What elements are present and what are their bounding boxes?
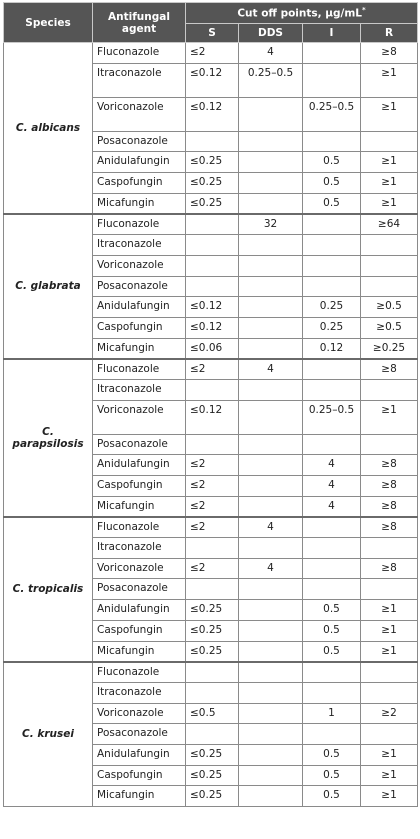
r-cell: ≥1 xyxy=(361,641,418,662)
r-cell: ≥1 xyxy=(361,152,418,173)
table-row xyxy=(4,662,418,683)
r-cell: ≥1 xyxy=(361,63,418,97)
dds-cell xyxy=(239,131,303,152)
r-cell: ≥0.25 xyxy=(361,338,418,359)
dds-cell xyxy=(239,765,303,786)
agent-cell: Anidulafungin xyxy=(93,455,186,476)
dds-cell xyxy=(239,97,303,131)
agent-cell: Caspofungin xyxy=(93,317,186,338)
dds-cell: 4 xyxy=(239,43,303,64)
r-cell xyxy=(361,682,418,703)
r-cell: ≥1 xyxy=(361,765,418,786)
agent-cell: Posaconazole xyxy=(93,724,186,745)
s-cell: ≤0.25 xyxy=(186,744,239,765)
species-cell: C. albicans xyxy=(4,43,93,214)
i-cell xyxy=(303,517,361,538)
s-cell: ≤0.12 xyxy=(186,63,239,97)
agent-cell: Micafungin xyxy=(93,496,186,517)
i-cell: 0.25–0.5 xyxy=(303,400,361,434)
s-cell xyxy=(186,379,239,400)
dds-cell xyxy=(239,338,303,359)
i-cell: 0.5 xyxy=(303,620,361,641)
header-cutoff-label: Cut off points, µg/mL xyxy=(237,7,363,20)
r-cell: ≥8 xyxy=(361,558,418,579)
s-cell: ≤2 xyxy=(186,455,239,476)
r-cell xyxy=(361,724,418,745)
dds-cell xyxy=(239,724,303,745)
r-cell: ≥8 xyxy=(361,43,418,64)
s-cell: ≤2 xyxy=(186,517,239,538)
s-cell: ≤2 xyxy=(186,476,239,497)
dds-cell xyxy=(239,455,303,476)
s-cell xyxy=(186,235,239,256)
dds-cell xyxy=(239,235,303,256)
agent-cell: Fluconazole xyxy=(93,43,186,64)
dds-cell xyxy=(239,476,303,497)
i-cell: 0.25 xyxy=(303,297,361,318)
i-cell xyxy=(303,43,361,64)
header-s: S xyxy=(186,24,239,43)
s-cell xyxy=(186,579,239,600)
agent-cell: Posaconazole xyxy=(93,131,186,152)
species-cell: C. krusei xyxy=(4,662,93,807)
i-cell: 0.5 xyxy=(303,744,361,765)
s-cell xyxy=(186,276,239,297)
agent-cell: Voriconazole xyxy=(93,97,186,131)
agent-cell: Voriconazole xyxy=(93,400,186,434)
i-cell: 0.25 xyxy=(303,317,361,338)
r-cell: ≥1 xyxy=(361,620,418,641)
i-cell: 0.5 xyxy=(303,786,361,807)
species-cell: C. tropicalis xyxy=(4,517,93,662)
r-cell: ≥1 xyxy=(361,600,418,621)
s-cell xyxy=(186,434,239,455)
agent-cell: Voriconazole xyxy=(93,703,186,724)
r-cell xyxy=(361,662,418,683)
i-cell: 0.5 xyxy=(303,152,361,173)
r-cell: ≥1 xyxy=(361,97,418,131)
i-cell xyxy=(303,131,361,152)
s-cell xyxy=(186,538,239,559)
dds-cell xyxy=(239,703,303,724)
agent-cell: Micafungin xyxy=(93,338,186,359)
table-body xyxy=(4,43,418,807)
dds-cell xyxy=(239,538,303,559)
dds-cell xyxy=(239,193,303,214)
s-cell: ≤0.25 xyxy=(186,786,239,807)
i-cell xyxy=(303,682,361,703)
s-cell: ≤2 xyxy=(186,359,239,380)
s-cell: ≤0.5 xyxy=(186,703,239,724)
i-cell xyxy=(303,724,361,745)
agent-cell: Voriconazole xyxy=(93,255,186,276)
i-cell: 0.5 xyxy=(303,600,361,621)
header-dds: DDS xyxy=(239,24,303,43)
r-cell: ≥1 xyxy=(361,400,418,434)
agent-cell: Fluconazole xyxy=(93,359,186,380)
r-cell: ≥1 xyxy=(361,193,418,214)
dds-cell xyxy=(239,496,303,517)
r-cell: ≥1 xyxy=(361,786,418,807)
agent-cell: Caspofungin xyxy=(93,765,186,786)
s-cell xyxy=(186,682,239,703)
i-cell xyxy=(303,276,361,297)
agent-cell: Anidulafungin xyxy=(93,297,186,318)
dds-cell xyxy=(239,400,303,434)
dds-cell xyxy=(239,434,303,455)
species-cell: C. parapsilosis xyxy=(4,359,93,517)
agent-cell: Micafungin xyxy=(93,786,186,807)
s-cell: ≤2 xyxy=(186,496,239,517)
dds-cell: 4 xyxy=(239,558,303,579)
table-row xyxy=(4,359,418,380)
dds-cell xyxy=(239,662,303,683)
header-cutoff xyxy=(186,3,418,24)
agent-cell: Voriconazole xyxy=(93,558,186,579)
r-cell: ≥8 xyxy=(361,455,418,476)
i-cell: 0.5 xyxy=(303,173,361,194)
table-row xyxy=(4,214,418,235)
s-cell: ≤0.12 xyxy=(186,317,239,338)
dds-cell xyxy=(239,379,303,400)
dds-cell xyxy=(239,173,303,194)
r-cell: ≥2 xyxy=(361,703,418,724)
s-cell: ≤0.25 xyxy=(186,641,239,662)
agent-cell: Caspofungin xyxy=(93,476,186,497)
agent-cell: Itraconazole xyxy=(93,235,186,256)
s-cell: ≤0.25 xyxy=(186,620,239,641)
s-cell: ≤0.25 xyxy=(186,173,239,194)
r-cell xyxy=(361,579,418,600)
dds-cell xyxy=(239,620,303,641)
i-cell xyxy=(303,558,361,579)
s-cell xyxy=(186,214,239,235)
r-cell xyxy=(361,379,418,400)
i-cell: 1 xyxy=(303,703,361,724)
i-cell: 4 xyxy=(303,455,361,476)
dds-cell: 4 xyxy=(239,517,303,538)
header-species: Species xyxy=(4,3,93,43)
s-cell: ≤0.12 xyxy=(186,400,239,434)
i-cell xyxy=(303,379,361,400)
r-cell xyxy=(361,235,418,256)
i-cell xyxy=(303,214,361,235)
agent-cell: Itraconazole xyxy=(93,538,186,559)
i-cell xyxy=(303,662,361,683)
agent-cell: Itraconazole xyxy=(93,379,186,400)
r-cell: ≥64 xyxy=(361,214,418,235)
s-cell: ≤2 xyxy=(186,558,239,579)
s-cell xyxy=(186,724,239,745)
i-cell: 0.5 xyxy=(303,193,361,214)
dds-cell xyxy=(239,579,303,600)
agent-cell: Anidulafungin xyxy=(93,744,186,765)
s-cell: ≤0.06 xyxy=(186,338,239,359)
r-cell: ≥0.5 xyxy=(361,297,418,318)
species-cell: C. glabrata xyxy=(4,214,93,359)
dds-cell xyxy=(239,152,303,173)
i-cell: 4 xyxy=(303,476,361,497)
s-cell: ≤0.25 xyxy=(186,193,239,214)
i-cell xyxy=(303,434,361,455)
s-cell xyxy=(186,131,239,152)
table-row xyxy=(4,517,418,538)
dds-cell xyxy=(239,317,303,338)
i-cell xyxy=(303,255,361,276)
i-cell: 0.5 xyxy=(303,765,361,786)
i-cell: 0.5 xyxy=(303,641,361,662)
i-cell: 0.12 xyxy=(303,338,361,359)
header-agent: Antifungal agent xyxy=(93,3,186,43)
dds-cell xyxy=(239,255,303,276)
dds-cell: 4 xyxy=(239,359,303,380)
dds-cell: 0.25–0.5 xyxy=(239,63,303,97)
s-cell: ≤2 xyxy=(186,43,239,64)
breakpoints-table xyxy=(3,2,418,807)
s-cell xyxy=(186,255,239,276)
agent-cell: Fluconazole xyxy=(93,517,186,538)
r-cell: ≥8 xyxy=(361,496,418,517)
breakpoints-table-container xyxy=(3,2,417,807)
table-row xyxy=(4,43,418,64)
agent-cell: Anidulafungin xyxy=(93,152,186,173)
agent-cell: Anidulafungin xyxy=(93,600,186,621)
r-cell: ≥0.5 xyxy=(361,317,418,338)
agent-cell: Fluconazole xyxy=(93,214,186,235)
agent-cell: Itraconazole xyxy=(93,63,186,97)
r-cell xyxy=(361,276,418,297)
agent-cell: Posaconazole xyxy=(93,579,186,600)
s-cell: ≤0.25 xyxy=(186,152,239,173)
agent-cell: Posaconazole xyxy=(93,434,186,455)
r-cell xyxy=(361,131,418,152)
agent-cell: Micafungin xyxy=(93,641,186,662)
s-cell xyxy=(186,662,239,683)
header-r: R xyxy=(361,24,418,43)
table-header xyxy=(4,3,418,43)
agent-cell: Micafungin xyxy=(93,193,186,214)
i-cell xyxy=(303,63,361,97)
dds-cell xyxy=(239,744,303,765)
dds-cell xyxy=(239,600,303,621)
dds-cell xyxy=(239,682,303,703)
header-i: I xyxy=(303,24,361,43)
agent-cell: Itraconazole xyxy=(93,682,186,703)
r-cell: ≥8 xyxy=(361,359,418,380)
i-cell: 0.25–0.5 xyxy=(303,97,361,131)
dds-cell xyxy=(239,641,303,662)
r-cell: ≥8 xyxy=(361,517,418,538)
r-cell xyxy=(361,538,418,559)
r-cell: ≥8 xyxy=(361,476,418,497)
s-cell: ≤0.25 xyxy=(186,600,239,621)
agent-cell: Posaconazole xyxy=(93,276,186,297)
agent-cell: Fluconazole xyxy=(93,662,186,683)
r-cell: ≥1 xyxy=(361,744,418,765)
s-cell: ≤0.12 xyxy=(186,297,239,318)
s-cell: ≤0.12 xyxy=(186,97,239,131)
i-cell: 4 xyxy=(303,496,361,517)
i-cell xyxy=(303,235,361,256)
i-cell xyxy=(303,579,361,600)
dds-cell xyxy=(239,297,303,318)
dds-cell xyxy=(239,786,303,807)
i-cell xyxy=(303,538,361,559)
r-cell: ≥1 xyxy=(361,173,418,194)
agent-cell: Caspofungin xyxy=(93,620,186,641)
s-cell: ≤0.25 xyxy=(186,765,239,786)
r-cell xyxy=(361,434,418,455)
header-cutoff-mark: * xyxy=(362,6,366,15)
agent-cell: Caspofungin xyxy=(93,173,186,194)
dds-cell: 32 xyxy=(239,214,303,235)
r-cell xyxy=(361,255,418,276)
i-cell xyxy=(303,359,361,380)
dds-cell xyxy=(239,276,303,297)
